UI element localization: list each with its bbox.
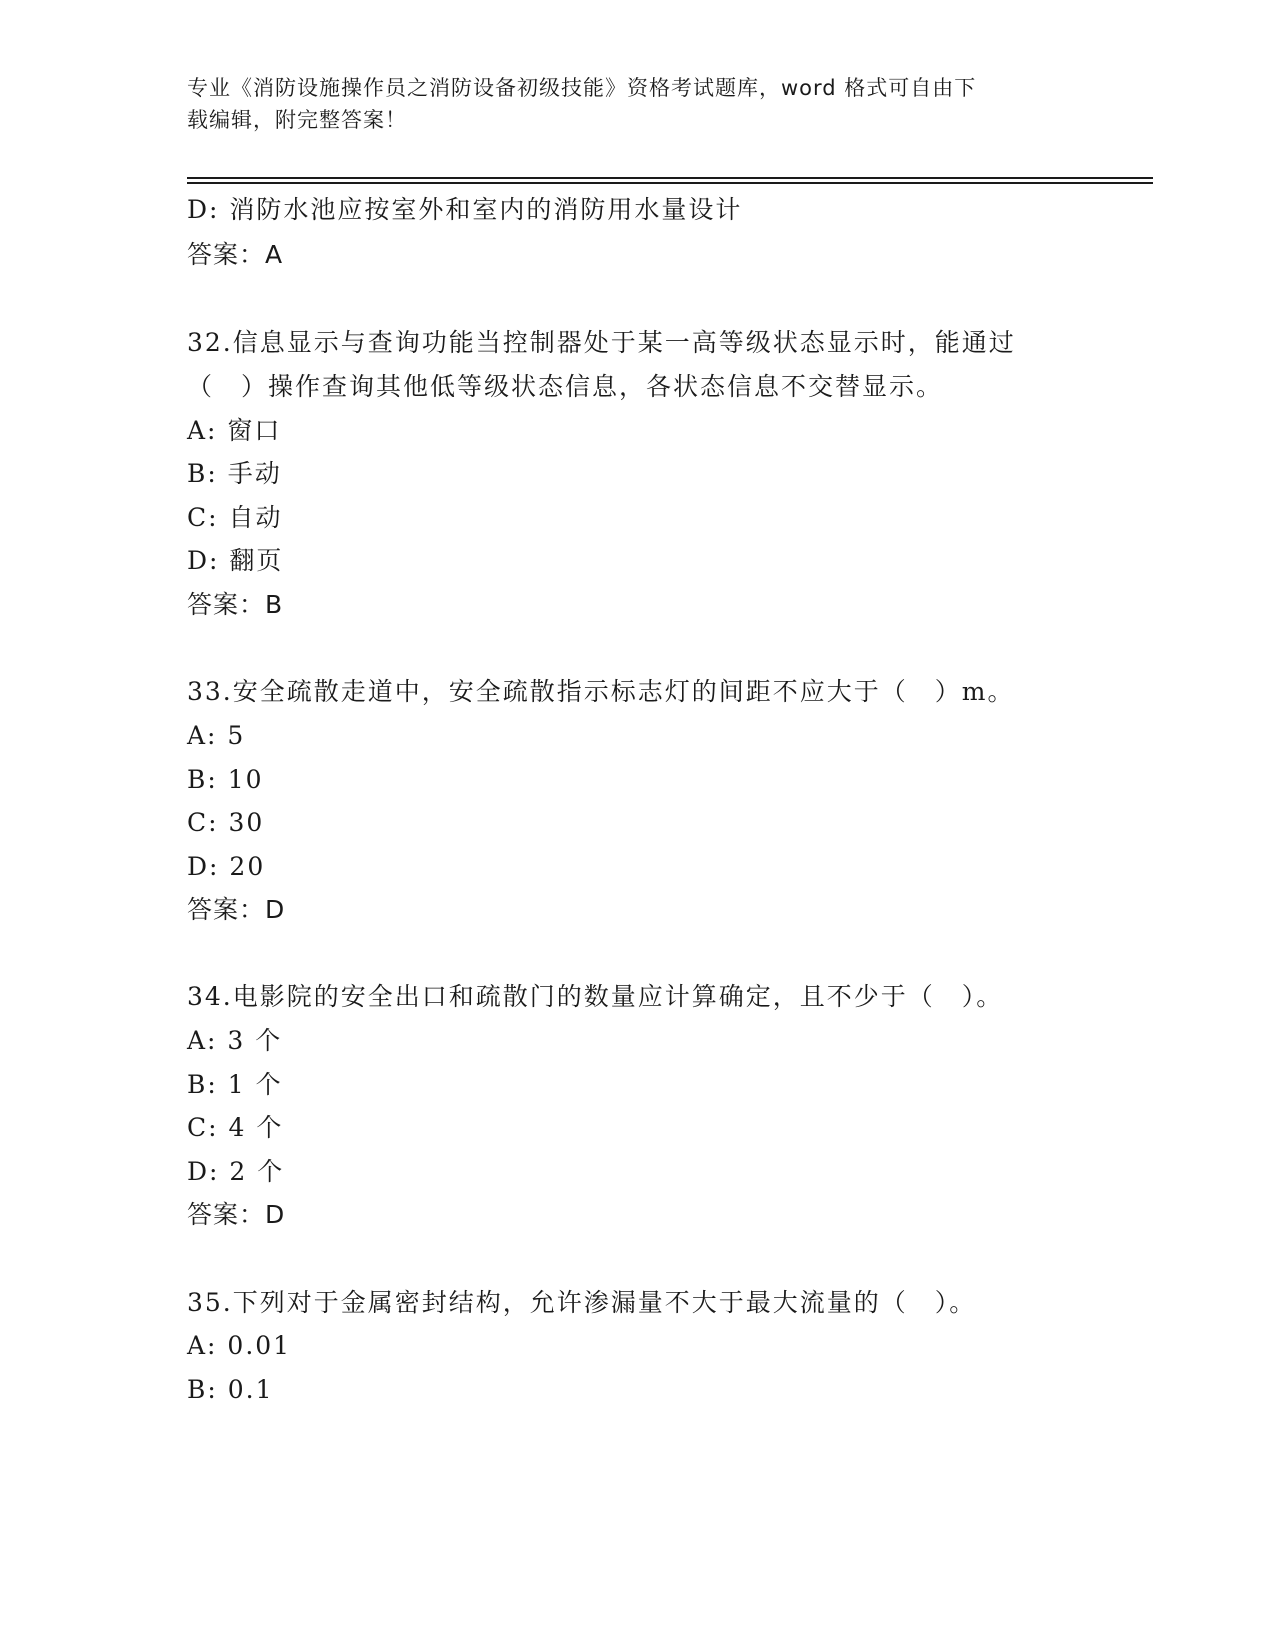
q34-option-a: A: 3 个	[187, 1026, 283, 1055]
q32-answer: 答案：B	[187, 590, 284, 619]
header-divider-top	[187, 177, 1153, 179]
prev-option-d: D: 消防水池应按室外和室内的消防用水量设计	[187, 195, 743, 224]
q33-option-c: C: 30	[187, 808, 265, 837]
q32-stem-line-1: 32.信息显示与查询功能当控制器处于某一高等级状态显示时，能通过	[187, 328, 1016, 357]
q35-option-a: A: 0.01	[187, 1331, 292, 1360]
q34-stem: 34.电影院的安全出口和疏散门的数量应计算确定，且不少于（ ）。	[187, 982, 1004, 1011]
q34-answer: 答案：D	[187, 1200, 286, 1229]
q32-option-a: A: 窗口	[187, 416, 282, 445]
q32-option-c: C: 自动	[187, 503, 283, 532]
prev-answer: 答案：A	[187, 240, 284, 269]
header-line-1: 专业《消防设施操作员之消防设备初级技能》资格考试题库，word 格式可自由下	[187, 76, 977, 100]
q33-stem: 33.安全疏散走道中，安全疏散指示标志灯的间距不应大于（ ）m。	[187, 677, 1015, 706]
q33-answer: 答案：D	[187, 895, 286, 924]
q33-option-b: B: 10	[187, 765, 264, 794]
q35-option-b: B: 0.1	[187, 1375, 274, 1404]
q34-option-c: C: 4 个	[187, 1113, 284, 1142]
q33-option-a: A: 5	[187, 721, 246, 750]
q35-stem: 35.下列对于金属密封结构，允许渗漏量不大于最大流量的（ ）。	[187, 1288, 977, 1317]
page-header	[187, 72, 1067, 136]
q33-option-d: D: 20	[187, 852, 266, 881]
q32-stem-line-2: （ ）操作查询其他低等级状态信息，各状态信息不交替显示。	[187, 372, 944, 401]
header-divider-bottom	[187, 182, 1153, 184]
header-line-2: 载编辑，附完整答案！	[187, 108, 407, 132]
q32-option-d: D: 翻页	[187, 546, 284, 575]
q32-option-b: B: 手动	[187, 459, 282, 488]
q34-option-b: B: 1 个	[187, 1070, 283, 1099]
q34-option-d: D: 2 个	[187, 1157, 285, 1186]
